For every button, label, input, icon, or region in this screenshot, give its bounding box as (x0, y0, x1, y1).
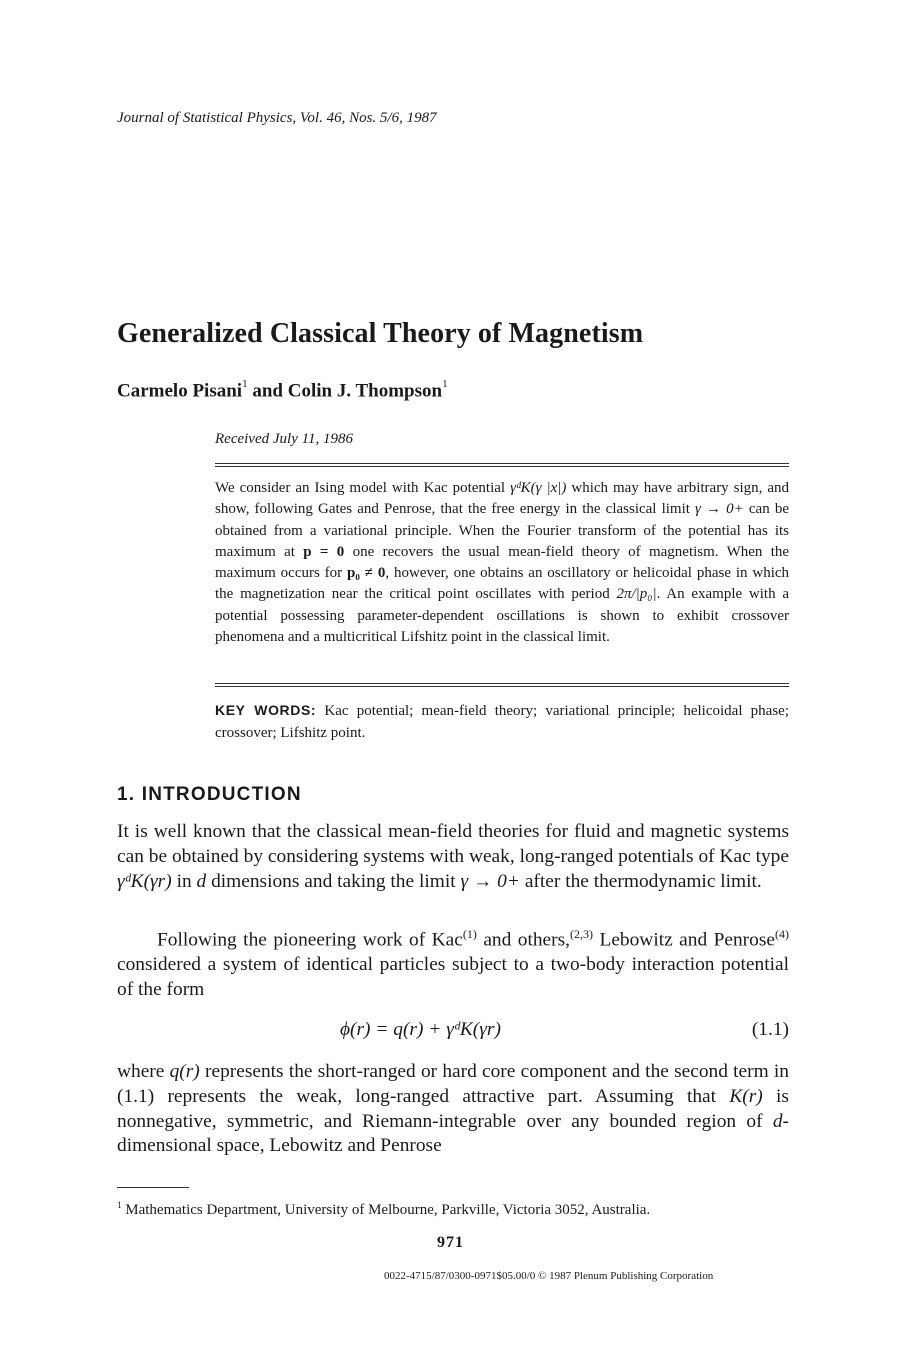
copyright-line: 0022-4715/87/0300-0971$05.00/0 © 1987 Plenum Publishing Corporation (384, 1270, 714, 1282)
received-date: Received July 11, 1986 (215, 431, 353, 447)
author-joiner: and (252, 380, 283, 402)
math-period: 2π/|p₀| (616, 586, 657, 603)
equation-body: ϕ(r) = q(r) + γᵈK(γr) (340, 1019, 501, 1040)
page-number: 971 (437, 1234, 464, 1251)
math-d: d (772, 1110, 783, 1132)
equation-number: (1.1) (751, 1019, 789, 1040)
math-p0-nonzero: p₀ ≠ 0 (347, 565, 386, 582)
abstract-top-rule (215, 463, 789, 464)
abstract-text: , however, one obtains an oscillatory or helicoidal phase in which the magnetization near the critical point oscillates with period (215, 565, 790, 603)
section-heading: 1. INTRODUCTION (117, 784, 302, 805)
keywords-text: Kac potential; mean-field theory; variational principle; helicoidal phase; crossover; Lifshitz point. (215, 703, 789, 741)
body-text: It is well known that the classical mean-field theories for fluid and magnetic systems can be obtained by considering systems with weak, long-ranged potentials of Kac type (117, 821, 789, 867)
journal-citation: Journal of Statistical Physics, Vol. 46, Nos. 5/6, 1987 (117, 110, 437, 126)
footnote (117, 1200, 650, 1219)
footnote-rule (117, 1187, 189, 1188)
keywords-label: KEY WORDS: (215, 702, 317, 718)
body-text: is nonnegative, symmetric, and Riemann-integrable over any bounded region of (117, 1085, 789, 1132)
citation-ref: (1) (462, 927, 477, 941)
math-p-zero: p = 0 (303, 543, 345, 560)
intro-paragraph-1 (117, 820, 789, 894)
abstract (215, 478, 789, 648)
math-kac-type: γᵈK(γr) (117, 870, 172, 892)
body-text: considered a system of identical particles subject to a two-body interaction potential of the form (117, 954, 789, 1001)
body-text: where (117, 1061, 165, 1082)
affiliation-marker: 1 (442, 378, 448, 390)
abstract-text: can be obtained from a variational principle. When the Fourier transform of the potential has its maximum at (215, 501, 789, 560)
equation-1-1 (117, 1019, 789, 1045)
math-limit: γ → 0+ (460, 870, 520, 892)
intro-paragraph-2 (117, 922, 789, 1003)
math-limit: γ → 0+ (695, 501, 744, 518)
body-text: -dimensional space, Lebowitz and Penrose (117, 1110, 789, 1157)
author-name: Carmelo Pisani (117, 380, 243, 402)
math-q: q(r) (169, 1061, 200, 1082)
body-text: represents the short-ranged or hard core component and the second term in (1.1) represents the weak, long-ranged attractive part. Assuming that (117, 1061, 789, 1107)
math-d: d (196, 870, 207, 892)
author-name: Colin J. Thompson (287, 380, 443, 402)
body-text: after the thermodynamic limit. (524, 870, 762, 892)
citation-ref: (4) (775, 927, 789, 941)
footnote-text: Mathematics Department, University of Melbourne, Parkville, Victoria 3052, Australia. (125, 1202, 651, 1218)
body-text: Following the pioneering work of Kac (157, 929, 463, 951)
abstract-text: which may have arbitrary sign, and show, following Gates and Penrose, that the free energy in the classical limit (215, 480, 790, 518)
abstract-text: . An example with a potential possessing parameter-dependent oscillations is shown to exhibit crossover phenomena and a multicritical Lifshitz point in the classical limit. (215, 586, 789, 646)
abstract-text: We consider an Ising model with Kac potential (215, 480, 506, 496)
paper-title: Generalized Classical Theory of Magnetism (117, 318, 644, 349)
author-list (117, 380, 448, 402)
body-text: in (176, 870, 192, 892)
body-text: and others, (483, 929, 570, 951)
affiliation-marker: 1 (242, 378, 248, 390)
abstract-bottom-rule (215, 683, 789, 684)
abstract-top-rule-2 (215, 466, 789, 467)
footnote-marker: 1 (117, 1200, 122, 1210)
body-text: dimensions and taking the limit (211, 870, 456, 892)
math-kac-potential: γᵈK(γ |x|) (510, 480, 567, 496)
citation-ref: (2,3) (570, 927, 593, 941)
abstract-text: one recovers the usual mean-field theory of magnetism. When the maximum occurs for (215, 543, 790, 582)
body-text: Lebowitz and Penrose (599, 929, 775, 951)
math-k: K(r) (729, 1085, 763, 1107)
intro-paragraph-3 (117, 1060, 789, 1159)
keywords (215, 700, 789, 744)
abstract-bottom-rule-2 (215, 686, 789, 687)
